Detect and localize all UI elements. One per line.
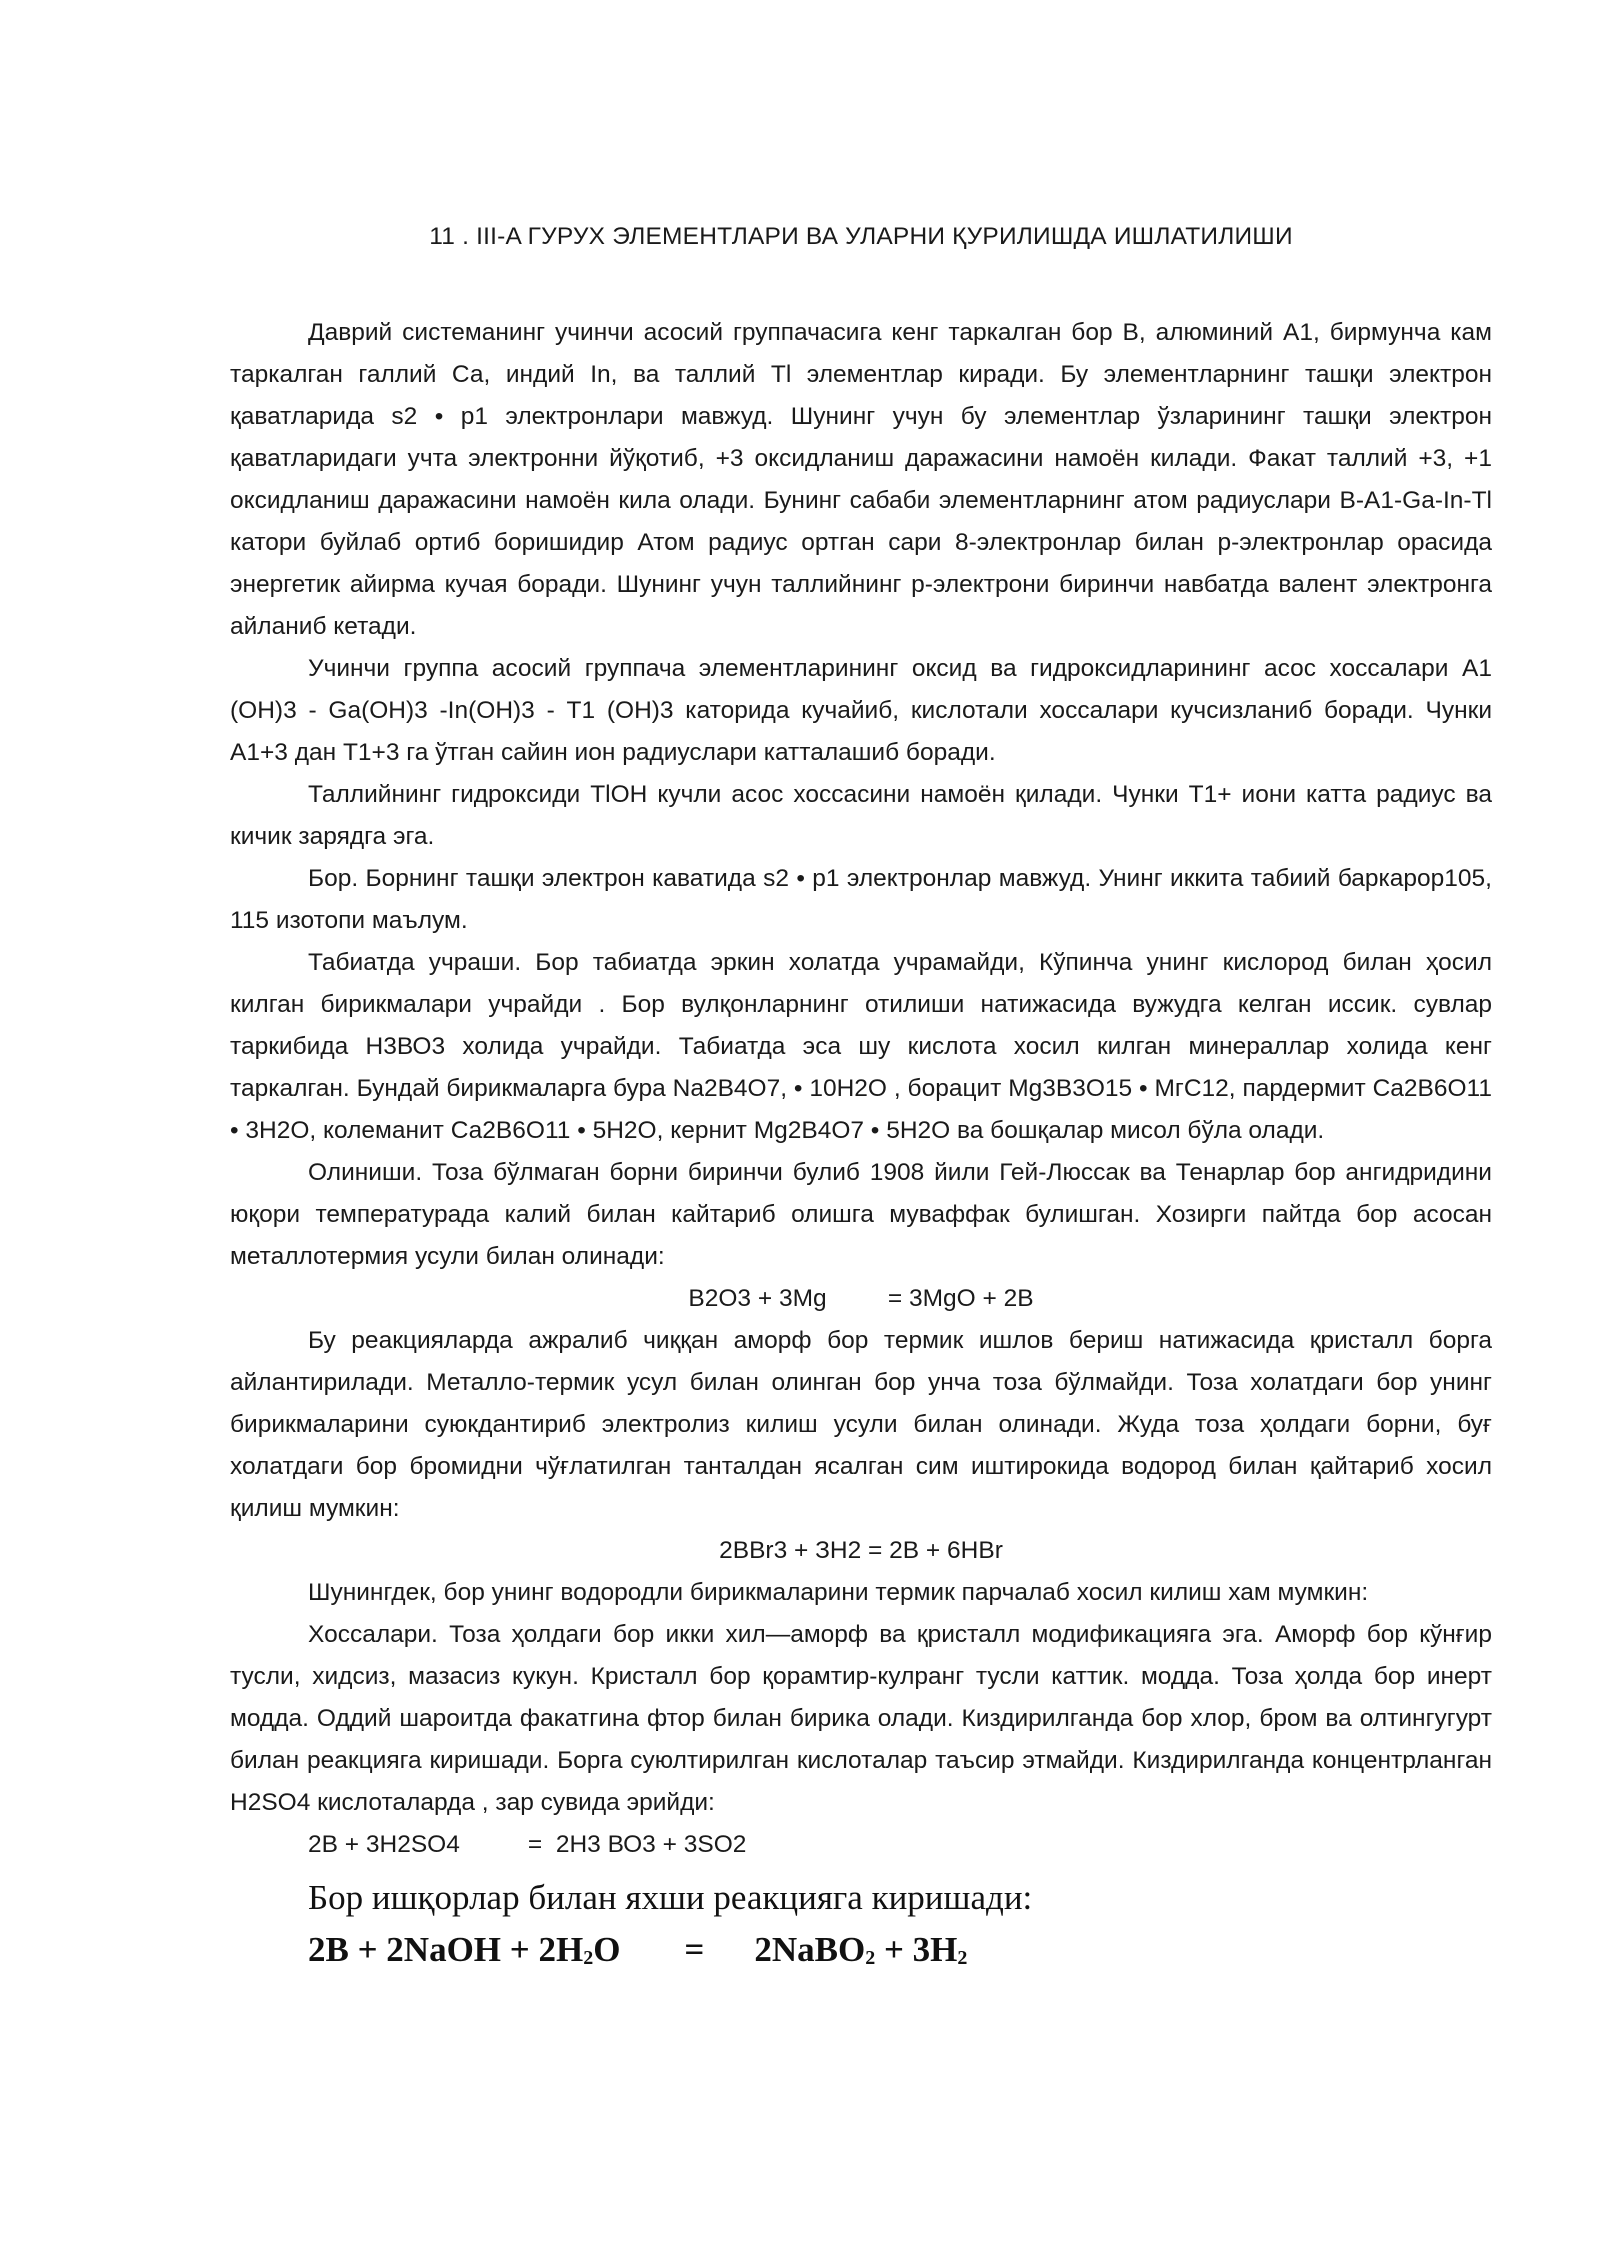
paragraph: Учинчи группа асосий группача элементларининг оксид ва гидроксидларининг асос хоссалари А1 (ОН)3 - Ga(OH)3 -In(OH)3 - Т1 (ОН)3 каторида кучайиб, кислотали хоссалари кучсизланиб боради. Чунки А1+3 дан Т1+3 га ўтган сайин ион радиуслари катталашиб боради. (230, 655, 1492, 766)
paragraph: Шунингдек, бор унинг водородли бирикмаларини термик парчалаб хосил килиш хам мумкин: (308, 1579, 1369, 1606)
equation-lhs-part: O (593, 1930, 621, 1969)
subscript: 2 (865, 1947, 876, 1969)
equation: В2О3 + 3Mg = 3MgO + 2В (688, 1285, 1034, 1312)
document-body (230, 312, 1492, 1984)
equation-lhs-part: 2B + 2NaOH + 2H (308, 1930, 584, 1969)
subscript: 2 (583, 1947, 594, 1969)
paragraph: Бу реакцияларда ажралиб чиққан аморф бор термик ишлов бериш натижасида қристалл борга айлантирилади. Металло-термик усул билан олинган бор унча тоза бўлмайди. Тоза холатдаги бор унинг бирикмаларини суюкдантириб электролиз килиш усули билан олинади. Жуда тоза ҳолдаги борни, буғ холатдаги бор бромидни чўғлатилган танталдан ясалган сим иштирокида водород билан қайтариб хосил қилиш мумкин: (230, 1327, 1492, 1522)
paragraph: Хоссалари. Тоза ҳолдаги бор икки хил—аморф ва қристалл модификацияга эга. Аморф бор кўнғир тусли, хидсиз, мазасиз кукун. Кристалл бор қорамтир-кулранг тусли каттик. модда. Тоза ҳолда бор инерт модда. Оддий шароитда факатгина фтор билан бирика олади. Киздирилганда бор хлор, бром ва олтингугурт билан реакцияга киришади. Борга суюлтирилган кислоталар таъсир этмайди. Киздирилганда концентрланган H2SO4 кислоталарда , зар сувида эрийди: (230, 1621, 1492, 1816)
paragraph: Табиатда учраши. Бор табиатда эркин холатда учрамайди, Кўпинча унинг кислород билан ҳосил килган бирикмалари учрайди . Бор вулқонларнинг отилиши натижасида вужудга келган иссик. сувлар таркибида Н3ВО3 холида учрайди. Табиатда эса шу кислота хосил килган минераллар холида кенг таркалган. Бундай бирикмаларга бура Na2B4O7, • 10H2O , борацит Mg3B3O15 • МгС12, пардермит Ca2B6O11 • 3H2O, колеманит Са2В6О11 • 5Н2О, кернит Mg2B4O7 • 5Н2О ва бошқалар мисол бўла олади. (230, 949, 1492, 1144)
equals-sign: = (684, 1930, 705, 1969)
equation: 2ВВr3 + ЗН2 = 2В + 6НВr (719, 1537, 1003, 1564)
subscript: 2 (957, 1947, 968, 1969)
paragraph: Даврий системанинг учинчи асосий группачасига кенг таркалган бор В, алюминий А1, бирмунча кам таркалган галлий Са, индий In, ва таллий Tl элементлар киради. Бу элементларнинг ташқи электрон қаватларида s2 • р1 электронлари мавжуд. Шунинг учун бу элементлар ўзларининг ташқи электрон қаватларидаги учта электронни йўқотиб, +3 оксидланиш даражасини намоён килади. Факат таллий +3, +1 оксидланиш даражасини намоён кила олади. Бунинг сабаби элементларнинг атом радиуслари В-А1-Ga-In-Tl катори буйлаб ортиб боришидир Атом радиус ортган сари 8-электронлар билан р-электронлар орасида энергетик айирма кучая боради. Шунинг учун таллийнинг р-электрони биринчи навбатда валент электронга айланиб кетади. (230, 319, 1492, 640)
equation-rhs-part: 2NaBO (754, 1930, 866, 1969)
large-statement: Бор ишқорлар билан яхши реакцияга киришади: (308, 1878, 1033, 1917)
paragraph: Бор. Борнинг ташқи электрон каватида s2 • р1 электронлар мавжуд. Унинг иккита табиий баркарор105, 115 изотопи маълум. (230, 865, 1492, 934)
equation-rhs-part: + 3H (875, 1930, 958, 1969)
equation: 2В + 3H2SO4 = 2Н3 ВО3 + 3SO2 (308, 1831, 747, 1858)
paragraph: Таллийнинг гидроксиди TlOH кучли асос хоссасини намоён қилади. Чунки Т1+ иони катта радиус ва кичик зарядга эга. (230, 781, 1492, 850)
page-title: 11 . III-A ГУРУХ ЭЛЕМЕНТЛАРИ ВА УЛАРНИ ҚУРИЛИШДА ИШЛАТИЛИШИ (429, 223, 1293, 250)
paragraph: Олиниши. Тоза бўлмаган борни биринчи булиб 1908 йили Гей-Люссак ва Тенарлар бор ангидридини юқори температурада калий билан кайтариб олишга муваффак булишган. Хозирги пайтда бор асосан металлотермия усули билан олинади: (230, 1159, 1492, 1270)
large-equation (230, 1924, 1492, 1984)
